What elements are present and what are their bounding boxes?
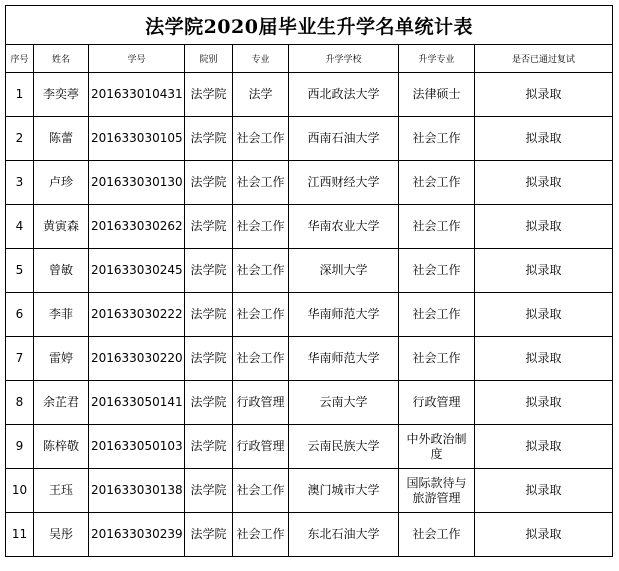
cell-major <box>233 425 289 469</box>
cell-college-text: 法学院 <box>190 219 227 233</box>
cell-target-school-text: 西北政法大学 <box>307 87 380 101</box>
header-student-id: 学号 <box>89 45 185 73</box>
cell-student-id-text: 201633050141 <box>91 395 183 409</box>
cell-index-text: 3 <box>15 175 24 189</box>
cell-target-school <box>289 513 399 557</box>
cell-major-text: 社会工作 <box>236 527 285 541</box>
header-college: 院别 <box>185 45 233 73</box>
cell-college-text: 法学院 <box>190 87 227 101</box>
header-row <box>6 45 613 73</box>
cell-target-school-text: 华南师范大学 <box>307 351 380 365</box>
table-row <box>6 73 613 117</box>
cell-index <box>6 337 34 381</box>
cell-name <box>34 293 89 337</box>
cell-name <box>34 249 89 293</box>
cell-student-id <box>89 513 185 557</box>
cell-college-text: 法学院 <box>190 527 227 541</box>
cell-student-id-text: 201633030105 <box>91 131 183 145</box>
cell-college <box>185 161 233 205</box>
table-row <box>6 117 613 161</box>
cell-name-text: 王珏 <box>48 483 73 497</box>
cell-retest-status <box>475 425 613 469</box>
cell-retest-status <box>475 117 613 161</box>
cell-target-major-text: 行政管理 <box>412 395 461 409</box>
cell-college-text: 法学院 <box>190 263 227 277</box>
cell-student-id-text: 201633030262 <box>91 219 183 233</box>
cell-target-school-text: 云南大学 <box>319 395 368 409</box>
cell-retest-status <box>475 205 613 249</box>
cell-target-major <box>399 381 475 425</box>
cell-retest-status-text: 拟录取 <box>525 219 562 233</box>
cell-student-id-text: 201633030130 <box>91 175 183 189</box>
cell-name-text: 黄寅森 <box>42 219 79 233</box>
cell-target-major-text: 法律硕士 <box>412 87 461 101</box>
cell-major-text: 社会工作 <box>236 175 285 189</box>
spreadsheet <box>5 5 612 557</box>
cell-major <box>233 73 289 117</box>
cell-student-id <box>89 469 185 513</box>
cell-retest-status <box>475 293 613 337</box>
cell-retest-status <box>475 469 613 513</box>
cell-name <box>34 161 89 205</box>
cell-index <box>6 469 34 513</box>
cell-retest-status <box>475 381 613 425</box>
cell-name <box>34 469 89 513</box>
cell-college <box>185 513 233 557</box>
cell-target-school <box>289 205 399 249</box>
cell-retest-status-text: 拟录取 <box>525 351 562 365</box>
cell-index-text: 11 <box>11 527 28 541</box>
cell-major-text: 行政管理 <box>236 395 285 409</box>
cell-target-school <box>289 469 399 513</box>
cell-college <box>185 117 233 161</box>
cell-index <box>6 513 34 557</box>
cell-college <box>185 337 233 381</box>
cell-major <box>233 469 289 513</box>
cell-target-major <box>399 249 475 293</box>
cell-major-text: 社会工作 <box>236 351 285 365</box>
cell-target-school <box>289 293 399 337</box>
cell-retest-status-text: 拟录取 <box>525 87 562 101</box>
cell-target-school-text: 江西财经大学 <box>307 175 380 189</box>
cell-name-text: 陈梓敬 <box>42 439 79 453</box>
cell-major-text: 社会工作 <box>236 219 285 233</box>
cell-target-major <box>399 293 475 337</box>
cell-name-text: 曾敏 <box>48 263 73 277</box>
cell-name-text: 李奕葶 <box>42 87 79 101</box>
cell-target-major-text: 中外政治制度 <box>406 431 467 461</box>
cell-index-text: 1 <box>15 87 24 101</box>
cell-index-text: 2 <box>15 131 24 145</box>
cell-retest-status-text: 拟录取 <box>525 439 562 453</box>
cell-student-id <box>89 293 185 337</box>
cell-major <box>233 381 289 425</box>
table-row <box>6 337 613 381</box>
cell-student-id-text: 201633030239 <box>91 527 183 541</box>
cell-college <box>185 381 233 425</box>
cell-student-id-text: 201633050103 <box>91 439 183 453</box>
cell-name-text: 吴彤 <box>48 527 73 541</box>
cell-student-id <box>89 381 185 425</box>
cell-retest-status-text: 拟录取 <box>525 527 562 541</box>
cell-target-major-text: 社会工作 <box>412 527 461 541</box>
cell-index <box>6 117 34 161</box>
cell-target-major <box>399 337 475 381</box>
table-row <box>6 293 613 337</box>
cell-college-text: 法学院 <box>190 395 227 409</box>
cell-college-text: 法学院 <box>190 351 227 365</box>
cell-college-text: 法学院 <box>190 483 227 497</box>
cell-name-text: 余芷君 <box>42 395 79 409</box>
cell-name <box>34 117 89 161</box>
header-major: 专业 <box>233 45 289 73</box>
cell-major <box>233 293 289 337</box>
cell-target-school <box>289 381 399 425</box>
cell-name <box>34 73 89 117</box>
table-row <box>6 513 613 557</box>
cell-student-id <box>89 337 185 381</box>
cell-index <box>6 425 34 469</box>
cell-college <box>185 293 233 337</box>
cell-target-school <box>289 73 399 117</box>
cell-student-id-text: 201633030220 <box>91 351 183 365</box>
table-title: 法学院2020届毕业生升学名单统计表 <box>6 6 613 45</box>
cell-target-major-text: 社会工作 <box>412 307 461 321</box>
cell-retest-status <box>475 161 613 205</box>
cell-target-school <box>289 249 399 293</box>
table-row <box>6 249 613 293</box>
cell-index <box>6 73 34 117</box>
cell-student-id-text: 201633010431 <box>91 87 183 101</box>
header-target-school: 升学学校 <box>289 45 399 73</box>
cell-name <box>34 205 89 249</box>
title-row <box>6 6 613 45</box>
header-name: 姓名 <box>34 45 89 73</box>
cell-index-text: 7 <box>15 351 24 365</box>
table-row <box>6 425 613 469</box>
cell-target-school-text: 云南民族大学 <box>307 439 380 453</box>
cell-major <box>233 161 289 205</box>
cell-target-major <box>399 161 475 205</box>
graduate-admission-table <box>5 5 613 557</box>
cell-student-id <box>89 249 185 293</box>
cell-target-major-text: 社会工作 <box>412 263 461 277</box>
cell-major-text: 社会工作 <box>236 483 285 497</box>
cell-target-school-text: 深圳大学 <box>319 263 368 277</box>
cell-name-text: 陈蕾 <box>48 131 73 145</box>
cell-index <box>6 161 34 205</box>
cell-student-id <box>89 73 185 117</box>
cell-index-text: 5 <box>15 263 24 277</box>
cell-name <box>34 381 89 425</box>
cell-retest-status-text: 拟录取 <box>525 395 562 409</box>
cell-college <box>185 205 233 249</box>
cell-college-text: 法学院 <box>190 175 227 189</box>
cell-major <box>233 117 289 161</box>
table-row <box>6 161 613 205</box>
cell-target-major <box>399 73 475 117</box>
cell-target-major <box>399 469 475 513</box>
cell-college-text: 法学院 <box>190 307 227 321</box>
cell-index-text: 6 <box>15 307 24 321</box>
cell-retest-status <box>475 73 613 117</box>
cell-major <box>233 205 289 249</box>
cell-index <box>6 249 34 293</box>
cell-student-id <box>89 161 185 205</box>
cell-target-major-text: 社会工作 <box>412 131 461 145</box>
cell-student-id-text: 201633030245 <box>91 263 183 277</box>
cell-target-major <box>399 425 475 469</box>
cell-target-school <box>289 161 399 205</box>
cell-index <box>6 381 34 425</box>
table-row <box>6 381 613 425</box>
cell-target-school-text: 西南石油大学 <box>307 131 380 145</box>
table-row <box>6 205 613 249</box>
cell-index-text: 4 <box>15 219 24 233</box>
cell-target-school <box>289 117 399 161</box>
header-target-major: 升学专业 <box>399 45 475 73</box>
cell-retest-status <box>475 249 613 293</box>
cell-major-text: 行政管理 <box>236 439 285 453</box>
cell-retest-status-text: 拟录取 <box>525 483 562 497</box>
cell-retest-status-text: 拟录取 <box>525 307 562 321</box>
cell-target-school-text: 澳门城市大学 <box>307 483 380 497</box>
cell-target-major-text: 社会工作 <box>412 175 461 189</box>
cell-target-major <box>399 117 475 161</box>
cell-retest-status-text: 拟录取 <box>525 131 562 145</box>
cell-major <box>233 337 289 381</box>
cell-index <box>6 205 34 249</box>
table-body <box>6 73 613 557</box>
cell-student-id <box>89 117 185 161</box>
cell-student-id <box>89 425 185 469</box>
cell-target-major-text: 社会工作 <box>412 219 461 233</box>
cell-retest-status-text: 拟录取 <box>525 175 562 189</box>
cell-retest-status <box>475 337 613 381</box>
cell-name-text: 李菲 <box>48 307 73 321</box>
cell-target-major-text: 国际款待与旅游管理 <box>406 475 467 505</box>
cell-retest-status-text: 拟录取 <box>525 263 562 277</box>
cell-index <box>6 293 34 337</box>
cell-student-id-text: 201633030222 <box>91 307 183 321</box>
header-index: 序号 <box>6 45 34 73</box>
cell-college <box>185 73 233 117</box>
cell-name-text: 卢珍 <box>48 175 73 189</box>
cell-student-id <box>89 205 185 249</box>
cell-name <box>34 425 89 469</box>
cell-target-major <box>399 205 475 249</box>
cell-target-school-text: 华南师范大学 <box>307 307 380 321</box>
cell-major-text: 社会工作 <box>236 131 285 145</box>
table-row <box>6 469 613 513</box>
cell-major-text: 社会工作 <box>236 263 285 277</box>
cell-target-school-text: 东北石油大学 <box>307 527 380 541</box>
cell-major-text: 社会工作 <box>236 307 285 321</box>
cell-name <box>34 337 89 381</box>
cell-student-id-text: 201633030138 <box>91 483 183 497</box>
cell-college-text: 法学院 <box>190 439 227 453</box>
cell-major-text: 法学 <box>248 87 273 101</box>
cell-index-text: 9 <box>15 439 24 453</box>
cell-major <box>233 249 289 293</box>
cell-name-text: 雷婷 <box>48 351 73 365</box>
header-retest-status: 是否已通过复试 <box>475 45 613 73</box>
cell-college <box>185 425 233 469</box>
cell-college <box>185 249 233 293</box>
cell-college-text: 法学院 <box>190 131 227 145</box>
cell-target-major <box>399 513 475 557</box>
cell-target-major-text: 社会工作 <box>412 351 461 365</box>
cell-index-text: 10 <box>11 483 28 497</box>
cell-college <box>185 469 233 513</box>
cell-retest-status <box>475 513 613 557</box>
cell-name <box>34 513 89 557</box>
cell-index-text: 8 <box>15 395 24 409</box>
cell-major <box>233 513 289 557</box>
cell-target-school <box>289 337 399 381</box>
cell-target-school-text: 华南农业大学 <box>307 219 380 233</box>
cell-target-school <box>289 425 399 469</box>
